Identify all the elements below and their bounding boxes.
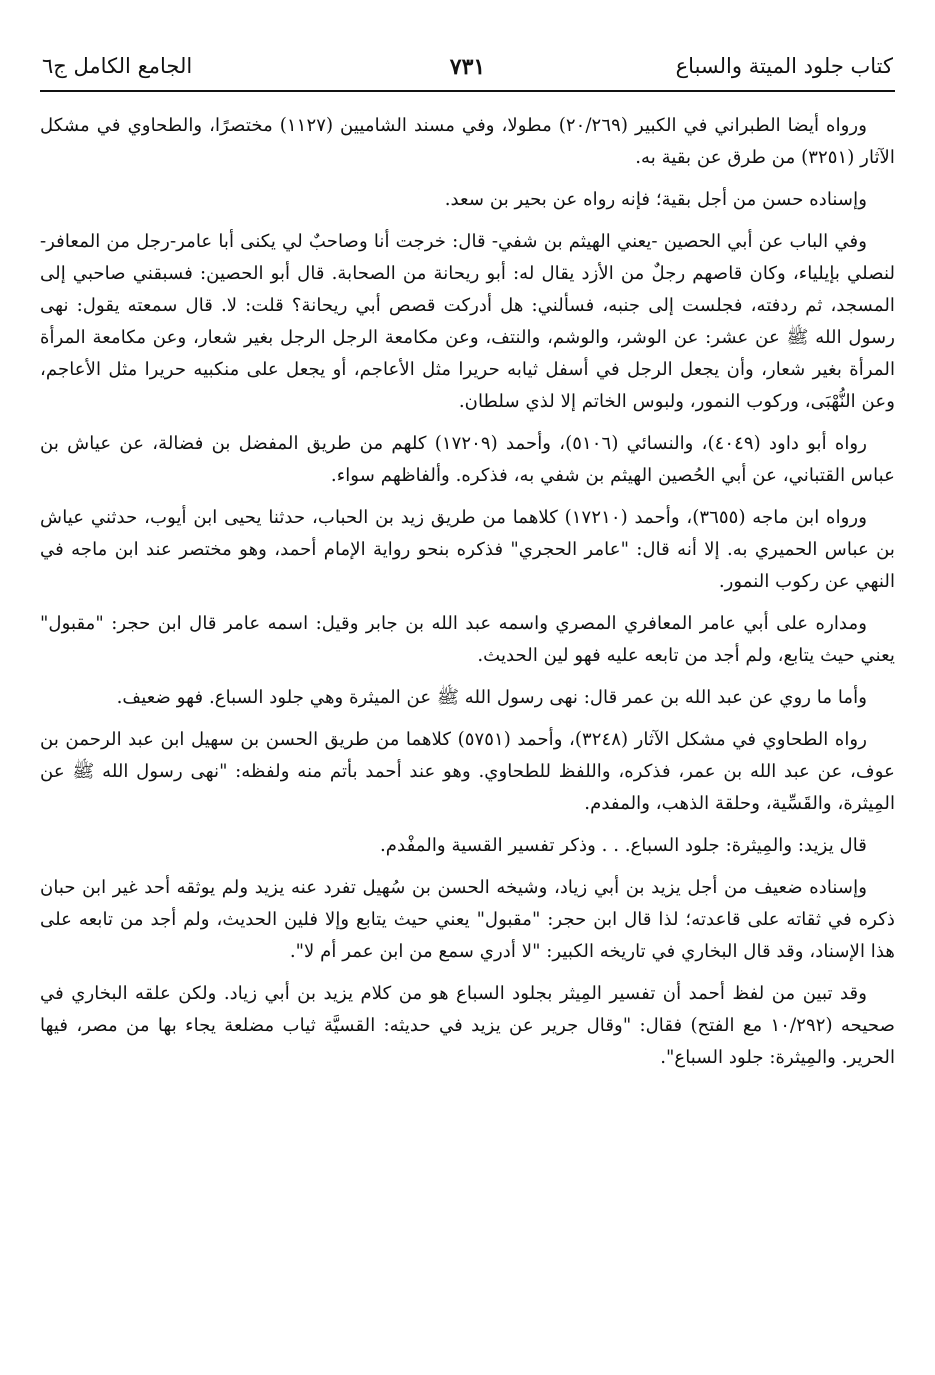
chapter-title: كتاب جلود الميتة والسباع xyxy=(675,54,893,78)
paragraph-7: وأما ما روي عن عبد الله بن عمر قال: نهى رسول الله ﷺ عن الميثرة وهي جلود السباع. فهو ضعيف. xyxy=(116,687,867,708)
paragraph-3: وفي الباب عن أبي الحصين -يعني الهيثم بن شفي- قال: خرجت أنا وصاحبٌ لي يكنى أبا عامر-رجل من المعافر- لنصلي بإيلياء، وكان قاصهم رجلٌ من الأزد يقال له: أبو ريحانة من الصحابة. قال أبو الحصين: فسبقني صاحبي إلى المسجد، ثم ردفته، فجلست إلى جنبه، فسألني: هل أدركت قصص أبي ريحانة؟ قلت: لا. قال سمعته يقول: نهى رسول الله ﷺ عن عشر: عن الوشر، والوشم، والنتف، وعن مكامعة الرجل الرجل بغير شعار، وعن مكامعة المرأة المرأة بغير شعار، وأن يجعل الرجل في أسفل ثيابه حريرا مثل الأعاجم، أو يجعل على منكبيه حريرا مثل الأعاجم، وعن النُّهْبَى، وركوب النمور، ولبوس الخاتم إلا لذي سلطان. xyxy=(40,231,895,412)
paragraph-9: قال يزيد: والمِيثرة: جلود السباع. . . وذكر تفسير القسية والمفْدم. xyxy=(380,835,867,856)
paragraph-4: رواه أبو داود (٤٠٤٩)، والنسائي (٥١٠٦)، وأحمد (١٧٢٠٩) كلهم من طريق المفضل بن فضالة، عن عياش بن عباس القتباني، عن أبي الحُصين الهيثم بن شفي به، فذكره. وألفاظهم سواء. xyxy=(40,433,895,486)
paragraph-2: وإسناده حسن من أجل بقية؛ فإنه رواه عن بحير بن سعد. xyxy=(444,189,867,210)
paragraph-8: رواه الطحاوي في مشكل الآثار (٣٢٤٨)، وأحمد (٥٧٥١) كلاهما من طريق الحسن بن سهيل ابن عبد الرحمن بن عوف، عن عبد الله بن عمر، فذكره، واللفظ للطحاوي. وهو عند أحمد بأتم منه ولفظه: "نهى رسول الله ﷺ عن المِيثرة، والقَسِّية، وحلقة الذهب، والمفدم. xyxy=(40,729,895,814)
paragraph-6: ومداره على أبي عامر المعافري المصري واسمه عبد الله بن جابر وقيل: اسمه عامر قال ابن حجر: "مقبول" يعني حيث يتابع، ولم أجد من تابعه عليه فهو لين الحديث. xyxy=(40,613,895,666)
page-body xyxy=(40,110,895,1074)
book-title: الجامع الكامل ج٦ xyxy=(42,54,193,78)
page-header xyxy=(40,50,895,92)
paragraph-10: وإسناده ضعيف من أجل يزيد بن أبي زياد، وشيخه الحسن بن سُهيل تفرد عنه يزيد ولم يوثقه أحد غير ابن حبان ذكره في ثقاته على قاعدته؛ لذا قال ابن حجر: "مقبول" يعني حيث يتابع وإلا فلين الحديث، ولم أجد من تابعه على هذا الإسناد، وقد قال البخاري في تاريخه الكبير: "لا أدري سمع من ابن عمر أم لا". xyxy=(40,877,895,962)
page-number: ٧٣١ xyxy=(449,54,486,80)
paragraph-5: ورواه ابن ماجه (٣٦٥٥)، وأحمد (١٧٢١٠) كلاهما من طريق زيد بن الحباب، حدثنا يحيى ابن أيوب، حدثني عياش بن عباس الحميري به. إلا أنه قال: "عامر الحجري" فذكره بنحو رواية الإمام أحمد، وهو مختصر عند ابن ماجه في النهي عن ركوب النمور. xyxy=(40,507,895,592)
paragraph-11: وقد تبين من لفظ أحمد أن تفسير المِيثر بجلود السباع هو من كلام يزيد بن أبي زياد. ولكن علقه البخاري في صحيحه (١٠/٢٩٢ مع الفتح) فقال: "وقال جرير عن يزيد في حديثه: القسيَّة ثياب مضلعة يجاء بها من مصر، فيها الحرير. والمِيثرة: جلود السباع". xyxy=(40,983,896,1068)
paragraph-1: ورواه أيضا الطبراني في الكبير (٢٠/٢٦٩) مطولا، وفي مسند الشاميين (١١٢٧) مختصرًا، والطحاوي في مشكل الآثار (٣٢٥١) من طرق عن بقية به. xyxy=(40,115,895,168)
